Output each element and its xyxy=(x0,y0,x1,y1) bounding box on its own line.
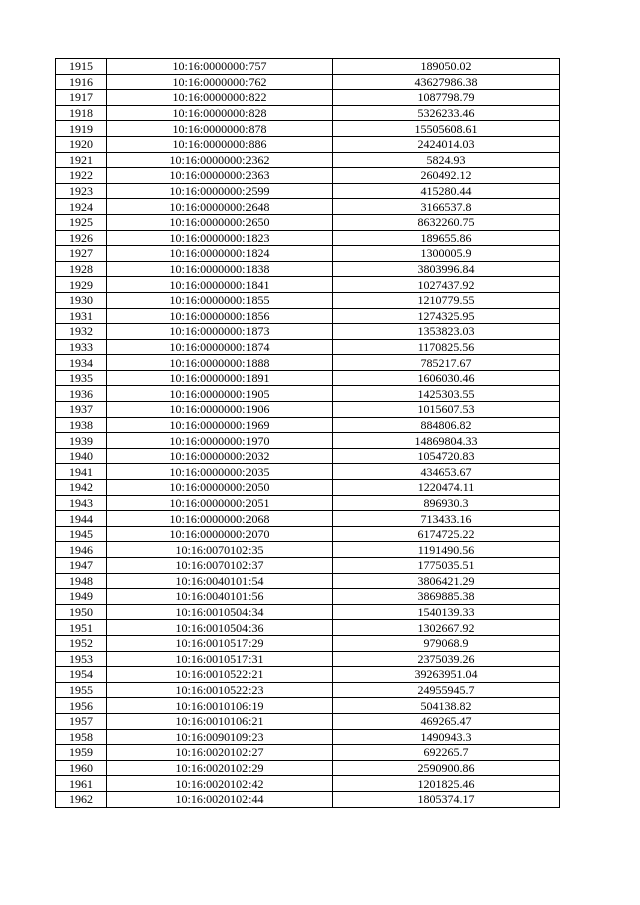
value-cell: 43627986.38 xyxy=(333,74,560,90)
cadastral-number-cell: 10:16:0000000:2362 xyxy=(107,152,333,168)
row-number-cell: 1918 xyxy=(56,105,107,121)
row-number-cell: 1958 xyxy=(56,729,107,745)
row-number-cell: 1933 xyxy=(56,339,107,355)
table-row xyxy=(56,168,560,184)
row-number-cell: 1917 xyxy=(56,90,107,106)
value-cell: 15505608.61 xyxy=(333,121,560,137)
value-cell: 1425303.55 xyxy=(333,386,560,402)
cadastral-number-cell: 10:16:0020102:44 xyxy=(107,791,333,807)
row-number-cell: 1921 xyxy=(56,152,107,168)
cadastral-number-cell: 10:16:0000000:828 xyxy=(107,105,333,121)
value-cell: 3806421.29 xyxy=(333,573,560,589)
value-cell: 1775035.51 xyxy=(333,558,560,574)
value-cell: 415280.44 xyxy=(333,183,560,199)
row-number-cell: 1942 xyxy=(56,480,107,496)
table-row xyxy=(56,698,560,714)
row-number-cell: 1941 xyxy=(56,464,107,480)
row-number-cell: 1915 xyxy=(56,59,107,75)
value-cell: 5326233.46 xyxy=(333,105,560,121)
cadastral-number-cell: 10:16:0000000:886 xyxy=(107,136,333,152)
cadastral-number-cell: 10:16:0000000:878 xyxy=(107,121,333,137)
value-cell: 8632260.75 xyxy=(333,214,560,230)
table-row xyxy=(56,573,560,589)
cadastral-number-cell: 10:16:0020102:42 xyxy=(107,776,333,792)
row-number-cell: 1945 xyxy=(56,526,107,542)
table-row xyxy=(56,433,560,449)
cadastral-number-cell: 10:16:0000000:1823 xyxy=(107,230,333,246)
cadastral-value-table xyxy=(55,58,560,808)
cadastral-number-cell: 10:16:0000000:2051 xyxy=(107,495,333,511)
cadastral-number-cell: 10:16:0000000:2363 xyxy=(107,168,333,184)
cadastral-number-cell: 10:16:0000000:822 xyxy=(107,90,333,106)
table-row xyxy=(56,121,560,137)
row-number-cell: 1960 xyxy=(56,760,107,776)
row-number-cell: 1937 xyxy=(56,402,107,418)
table-row xyxy=(56,230,560,246)
cadastral-number-cell: 10:16:0000000:1874 xyxy=(107,339,333,355)
cadastral-number-cell: 10:16:0010106:19 xyxy=(107,698,333,714)
cadastral-number-cell: 10:16:0010522:23 xyxy=(107,682,333,698)
row-number-cell: 1949 xyxy=(56,589,107,605)
row-number-cell: 1919 xyxy=(56,121,107,137)
cadastral-number-cell: 10:16:0000000:1888 xyxy=(107,355,333,371)
row-number-cell: 1931 xyxy=(56,308,107,324)
value-cell: 1490943.3 xyxy=(333,729,560,745)
cadastral-number-cell: 10:16:0040101:54 xyxy=(107,573,333,589)
row-number-cell: 1959 xyxy=(56,745,107,761)
cadastral-number-cell: 10:16:0000000:1873 xyxy=(107,324,333,340)
row-number-cell: 1954 xyxy=(56,667,107,683)
table-row xyxy=(56,776,560,792)
table-row xyxy=(56,511,560,527)
row-number-cell: 1951 xyxy=(56,620,107,636)
cadastral-number-cell: 10:16:0000000:2599 xyxy=(107,183,333,199)
value-cell: 1027437.92 xyxy=(333,277,560,293)
table-row xyxy=(56,526,560,542)
value-cell: 1300005.9 xyxy=(333,246,560,262)
cadastral-number-cell: 10:16:0000000:762 xyxy=(107,74,333,90)
cadastral-number-cell: 10:16:0010106:21 xyxy=(107,713,333,729)
table-row xyxy=(56,682,560,698)
cadastral-number-cell: 10:16:0010522:21 xyxy=(107,667,333,683)
value-cell: 692265.7 xyxy=(333,745,560,761)
row-number-cell: 1946 xyxy=(56,542,107,558)
row-number-cell: 1956 xyxy=(56,698,107,714)
cadastral-number-cell: 10:16:0000000:1970 xyxy=(107,433,333,449)
table-row xyxy=(56,386,560,402)
value-cell: 189655.86 xyxy=(333,230,560,246)
table-row xyxy=(56,651,560,667)
value-cell: 2424014.03 xyxy=(333,136,560,152)
row-number-cell: 1926 xyxy=(56,230,107,246)
row-number-cell: 1961 xyxy=(56,776,107,792)
table-row xyxy=(56,308,560,324)
cadastral-number-cell: 10:16:0000000:2050 xyxy=(107,480,333,496)
cadastral-number-cell: 10:16:0000000:1906 xyxy=(107,402,333,418)
value-cell: 1805374.17 xyxy=(333,791,560,807)
table-row xyxy=(56,261,560,277)
table-row xyxy=(56,729,560,745)
table-row xyxy=(56,635,560,651)
table-row xyxy=(56,542,560,558)
table-row xyxy=(56,136,560,152)
table-row xyxy=(56,292,560,308)
table-row xyxy=(56,152,560,168)
value-cell: 260492.12 xyxy=(333,168,560,184)
cadastral-number-cell: 10:16:0000000:2648 xyxy=(107,199,333,215)
value-cell: 1170825.56 xyxy=(333,339,560,355)
row-number-cell: 1924 xyxy=(56,199,107,215)
table-row xyxy=(56,199,560,215)
table-row xyxy=(56,745,560,761)
row-number-cell: 1935 xyxy=(56,370,107,386)
row-number-cell: 1947 xyxy=(56,558,107,574)
table-row xyxy=(56,105,560,121)
value-cell: 1210779.55 xyxy=(333,292,560,308)
row-number-cell: 1944 xyxy=(56,511,107,527)
value-cell: 1540139.33 xyxy=(333,604,560,620)
cadastral-number-cell: 10:16:0000000:2070 xyxy=(107,526,333,542)
value-cell: 1087798.79 xyxy=(333,90,560,106)
cadastral-number-cell: 10:16:0040101:56 xyxy=(107,589,333,605)
cadastral-number-cell: 10:16:0000000:2032 xyxy=(107,448,333,464)
row-number-cell: 1932 xyxy=(56,324,107,340)
cadastral-number-cell: 10:16:0000000:1891 xyxy=(107,370,333,386)
value-cell: 713433.16 xyxy=(333,511,560,527)
value-cell: 469265.47 xyxy=(333,713,560,729)
value-cell: 189050.02 xyxy=(333,59,560,75)
cadastral-number-cell: 10:16:0070102:37 xyxy=(107,558,333,574)
cadastral-number-cell: 10:16:0020102:29 xyxy=(107,760,333,776)
table-row xyxy=(56,339,560,355)
row-number-cell: 1936 xyxy=(56,386,107,402)
row-number-cell: 1950 xyxy=(56,604,107,620)
value-cell: 2590900.86 xyxy=(333,760,560,776)
value-cell: 1606030.46 xyxy=(333,370,560,386)
cadastral-number-cell: 10:16:0010517:29 xyxy=(107,635,333,651)
table-row xyxy=(56,667,560,683)
value-cell: 979068.9 xyxy=(333,635,560,651)
table-row xyxy=(56,402,560,418)
table-row xyxy=(56,791,560,807)
row-number-cell: 1948 xyxy=(56,573,107,589)
table-row xyxy=(56,760,560,776)
cadastral-number-cell: 10:16:0010504:36 xyxy=(107,620,333,636)
value-cell: 1054720.83 xyxy=(333,448,560,464)
row-number-cell: 1930 xyxy=(56,292,107,308)
row-number-cell: 1925 xyxy=(56,214,107,230)
cadastral-number-cell: 10:16:0000000:2068 xyxy=(107,511,333,527)
row-number-cell: 1955 xyxy=(56,682,107,698)
row-number-cell: 1953 xyxy=(56,651,107,667)
row-number-cell: 1940 xyxy=(56,448,107,464)
value-cell: 884806.82 xyxy=(333,417,560,433)
row-number-cell: 1927 xyxy=(56,246,107,262)
table-row xyxy=(56,604,560,620)
table-row xyxy=(56,448,560,464)
cadastral-number-cell: 10:16:0000000:2035 xyxy=(107,464,333,480)
row-number-cell: 1957 xyxy=(56,713,107,729)
value-cell: 1201825.46 xyxy=(333,776,560,792)
value-cell: 3166537.8 xyxy=(333,199,560,215)
cadastral-number-cell: 10:16:0010504:34 xyxy=(107,604,333,620)
cadastral-number-cell: 10:16:0000000:2650 xyxy=(107,214,333,230)
value-cell: 24955945.7 xyxy=(333,682,560,698)
table-row xyxy=(56,277,560,293)
value-cell: 1302667.92 xyxy=(333,620,560,636)
table-row xyxy=(56,59,560,75)
table-body xyxy=(56,59,560,808)
value-cell: 434653.67 xyxy=(333,464,560,480)
value-cell: 39263951.04 xyxy=(333,667,560,683)
row-number-cell: 1962 xyxy=(56,791,107,807)
table-row xyxy=(56,480,560,496)
value-cell: 785217.67 xyxy=(333,355,560,371)
value-cell: 896930.3 xyxy=(333,495,560,511)
table-row xyxy=(56,324,560,340)
value-cell: 1220474.11 xyxy=(333,480,560,496)
value-cell: 6174725.22 xyxy=(333,526,560,542)
row-number-cell: 1916 xyxy=(56,74,107,90)
row-number-cell: 1934 xyxy=(56,355,107,371)
table-row xyxy=(56,90,560,106)
cadastral-number-cell: 10:16:0010517:31 xyxy=(107,651,333,667)
table-row xyxy=(56,355,560,371)
cadastral-number-cell: 10:16:0000000:1856 xyxy=(107,308,333,324)
cadastral-number-cell: 10:16:0000000:1838 xyxy=(107,261,333,277)
value-cell: 14869804.33 xyxy=(333,433,560,449)
table-row xyxy=(56,370,560,386)
value-cell: 1274325.95 xyxy=(333,308,560,324)
row-number-cell: 1952 xyxy=(56,635,107,651)
value-cell: 1353823.03 xyxy=(333,324,560,340)
row-number-cell: 1929 xyxy=(56,277,107,293)
value-cell: 3869885.38 xyxy=(333,589,560,605)
cadastral-number-cell: 10:16:0020102:27 xyxy=(107,745,333,761)
cadastral-number-cell: 10:16:0000000:1969 xyxy=(107,417,333,433)
cadastral-number-cell: 10:16:0090109:23 xyxy=(107,729,333,745)
value-cell: 1015607.53 xyxy=(333,402,560,418)
table-row xyxy=(56,495,560,511)
value-cell: 504138.82 xyxy=(333,698,560,714)
row-number-cell: 1922 xyxy=(56,168,107,184)
table-row xyxy=(56,558,560,574)
cadastral-number-cell: 10:16:0000000:1905 xyxy=(107,386,333,402)
row-number-cell: 1938 xyxy=(56,417,107,433)
table-row xyxy=(56,246,560,262)
table-row xyxy=(56,620,560,636)
table-row xyxy=(56,713,560,729)
row-number-cell: 1943 xyxy=(56,495,107,511)
row-number-cell: 1920 xyxy=(56,136,107,152)
table-row xyxy=(56,464,560,480)
table-row xyxy=(56,74,560,90)
cadastral-number-cell: 10:16:0000000:757 xyxy=(107,59,333,75)
cadastral-number-cell: 10:16:0000000:1824 xyxy=(107,246,333,262)
value-cell: 1191490.56 xyxy=(333,542,560,558)
row-number-cell: 1939 xyxy=(56,433,107,449)
cadastral-number-cell: 10:16:0070102:35 xyxy=(107,542,333,558)
table-row xyxy=(56,589,560,605)
table-row xyxy=(56,417,560,433)
cadastral-number-cell: 10:16:0000000:1855 xyxy=(107,292,333,308)
table-row xyxy=(56,183,560,199)
row-number-cell: 1928 xyxy=(56,261,107,277)
row-number-cell: 1923 xyxy=(56,183,107,199)
value-cell: 5824.93 xyxy=(333,152,560,168)
value-cell: 3803996.84 xyxy=(333,261,560,277)
cadastral-number-cell: 10:16:0000000:1841 xyxy=(107,277,333,293)
table-row xyxy=(56,214,560,230)
value-cell: 2375039.26 xyxy=(333,651,560,667)
